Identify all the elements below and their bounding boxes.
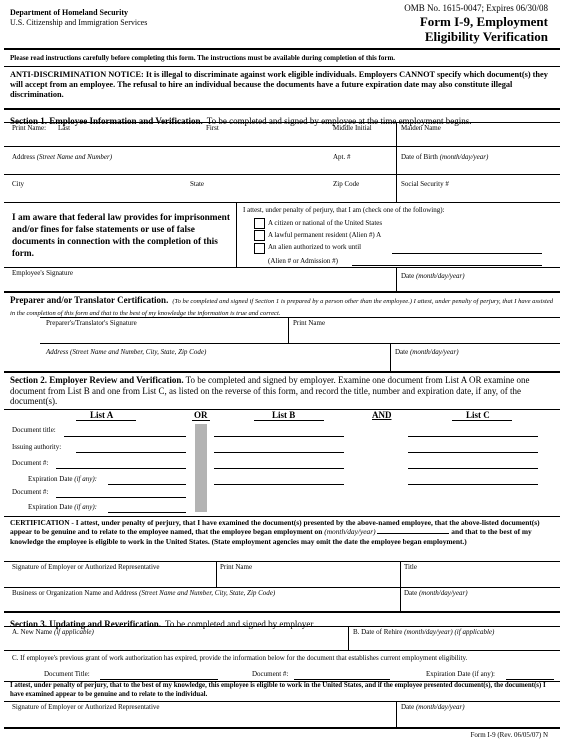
address-label xyxy=(12,153,112,161)
section1-subtitle: To be completed and signed by employee at the time employment begins. xyxy=(206,116,472,126)
date-label-text: Date xyxy=(404,589,418,597)
preparer-header xyxy=(10,294,555,318)
exp-hint: (if any): xyxy=(74,475,98,483)
underline xyxy=(254,420,324,421)
lpr-checkbox[interactable] xyxy=(254,230,265,241)
instructions-note: Please read instructions carefully before completing this form. The instructions must be available during completion of this form. xyxy=(10,54,396,62)
rule xyxy=(4,561,560,562)
form-title-line2: Eligibility Verification xyxy=(424,29,548,44)
business-label-text: Business or Organization Name and Address xyxy=(12,589,138,597)
list-a-expiration-field[interactable] xyxy=(108,484,186,485)
alien-checkbox[interactable] xyxy=(254,243,265,254)
document-title-label: Document title: xyxy=(12,426,56,434)
list-a-document-number-field[interactable] xyxy=(56,468,186,469)
underline xyxy=(192,420,210,421)
section3-subtitle: To be completed and signed by employer. xyxy=(165,619,316,629)
divider xyxy=(390,343,391,371)
section2-header xyxy=(10,375,555,407)
list-a-document-number2-field[interactable] xyxy=(56,497,186,498)
exp-label-text: Expiration Date xyxy=(28,475,73,483)
rule xyxy=(4,146,560,147)
rehire-text: B. Date of Rehire xyxy=(353,628,403,636)
rule xyxy=(4,122,560,123)
rule xyxy=(4,267,560,268)
list-b-header: List B xyxy=(272,410,296,420)
reverify-expiration-field[interactable] xyxy=(506,679,554,680)
reverify-expiration-label: Expiration Date (if any): xyxy=(426,670,496,678)
address-hint: (Street Name and Number) xyxy=(36,153,113,161)
list-b-document-number-field[interactable] xyxy=(214,468,344,469)
alien-until-field[interactable] xyxy=(392,253,542,254)
rule xyxy=(4,516,560,517)
omb-number: OMB No. 1615-0047; Expires 06/30/08 xyxy=(404,3,548,13)
list-c-document-title-field[interactable] xyxy=(408,436,538,437)
date-hint: (month/day/year) xyxy=(415,272,465,280)
certification-text-1: CERTIFICATION - I attest, under penalty of perjury, that I have examined the document(s) presented by the above-named employee, that the above-listed document(s) appear to be genuine and to relate to the employee named, that the employee began employment on xyxy=(10,518,540,537)
form-revision-footer: Form I-9 (Rev. 06/05/07) N xyxy=(470,731,548,739)
last-name-label: Last xyxy=(58,124,71,132)
section3-title: Section 3. Updating and Reverification. xyxy=(10,619,162,629)
preparer-address-label: Address (Street Name and Number, City, State, Zip Code) xyxy=(46,348,207,356)
address-label-text: Address xyxy=(12,153,35,161)
list-c-issuing-field[interactable] xyxy=(408,452,538,453)
employee-signature-label: Employee's Signature xyxy=(12,269,73,277)
list-b-expiration-field[interactable] xyxy=(214,484,344,485)
employee-date-label xyxy=(401,272,465,280)
underline xyxy=(452,420,512,421)
employer-signature-label: Signature of Employer or Authorized Representative xyxy=(12,563,160,571)
section2-title: Section 2. Employer Review and Verification. xyxy=(10,375,184,385)
list-a-issuing-field[interactable] xyxy=(76,452,186,453)
attest-label: I attest, under penalty of perjury, that I am (check one of the following): xyxy=(243,206,445,214)
print-name-label: Print Name: xyxy=(12,124,47,132)
reverification-attestation: I attest, under penalty of perjury, that to the best of my knowledge, this employee is eligible to work in the United States, and if the employee presented document(s), the document(s) I have examined appear to be genuine and to relate to the individual. xyxy=(10,682,546,698)
middle-initial-label: Middle Initial xyxy=(333,124,372,132)
dept-name: Department of Homeland Security xyxy=(10,8,128,17)
document-number2-label: Document #: xyxy=(12,488,49,496)
section1-rule xyxy=(4,108,560,110)
preparer-subtitle: (To be completed and signed if Section 1 is prepared by a person other than the employee.) I attest, under penalty of perjury, that I have assisted in the completion of this form and that to the best of my knowledge the information is true and correct. xyxy=(10,298,554,317)
reverify-doc-number-field[interactable] xyxy=(294,679,390,680)
section-rule xyxy=(4,291,560,293)
certification-text xyxy=(10,518,558,546)
certification-hint: (month/day/year) xyxy=(324,527,376,537)
rule xyxy=(4,587,560,588)
business-hint: (Street Name and Number, City, State, Zip Code) xyxy=(139,589,276,597)
form-title-line1: Form I-9, Employment xyxy=(419,14,548,29)
document-number-label: Document #: xyxy=(12,459,49,467)
alien-number-field[interactable] xyxy=(352,265,542,266)
date-hint: (month/day/year) xyxy=(418,589,468,597)
list-c-expiration-field[interactable] xyxy=(408,484,538,485)
section2-subtitle: To be completed and signed by employer. Examine one document from List A OR examine one document from List B and one from List C, as listed on the reverse of this form, and record the title, number and expiration date, if any, of the document(s). xyxy=(10,375,530,406)
divider xyxy=(400,587,401,611)
divider xyxy=(396,174,397,202)
list-a-expiration2-field[interactable] xyxy=(108,512,186,513)
section1-title: Section 1. Employee Information and Verification. xyxy=(10,116,203,126)
section-rule xyxy=(4,727,560,729)
rule xyxy=(4,650,560,651)
anti-discrimination-notice: ANTI-DISCRIMINATION NOTICE: It is illegal to discriminate against work eligible individuals. Employers CANNOT specify which document(s) they will accept from an employee. The refusal to hire an individual because the documents have a future expiration date may also constitute illegal discrimination. xyxy=(10,70,548,99)
first-name-label: First xyxy=(206,124,219,132)
employer-date-label xyxy=(404,589,468,597)
ssn-label: Social Security # xyxy=(401,180,449,188)
rule xyxy=(4,174,560,175)
divider xyxy=(396,146,397,174)
date-hint: (month/day/year) xyxy=(409,348,459,356)
section-rule xyxy=(4,371,560,373)
and-label: AND xyxy=(372,410,392,420)
or-label: OR xyxy=(194,410,208,420)
list-a-header: List A xyxy=(90,410,114,420)
list-b-issuing-field[interactable] xyxy=(214,452,344,453)
preparer-date-label xyxy=(395,348,459,356)
exp-label-text: Expiration Date xyxy=(28,503,73,511)
preparer-print-name-label: Print Name xyxy=(293,319,326,327)
rule xyxy=(4,66,560,67)
zip-label: Zip Code xyxy=(333,180,360,188)
list-b-document-title-field[interactable] xyxy=(214,436,344,437)
citizen-option-label: A citizen or national of the United States xyxy=(268,219,383,227)
reverify-date-label xyxy=(401,703,465,711)
divider xyxy=(396,267,397,291)
dob-label xyxy=(401,153,488,161)
penalty-warning: I am aware that federal law provides for imprisonment and/or fines for false statements or use of false documents in connection with the completion of this form. xyxy=(12,213,230,259)
rule xyxy=(40,343,560,344)
rule xyxy=(4,202,560,203)
divider xyxy=(396,701,397,727)
alien-number-label: (Alien # or Admission #) xyxy=(268,257,338,265)
or-divider-bar xyxy=(195,424,207,512)
divider xyxy=(236,202,237,267)
state-label: State xyxy=(190,180,204,188)
issuing-authority-label: Issuing authority: xyxy=(12,443,62,451)
preparer-signature-label: Preparer's/Translator's Signature xyxy=(46,319,137,327)
business-address-label xyxy=(12,589,275,597)
list-c-header: List C xyxy=(466,410,490,420)
certification-text-2: and that to the best of my knowledge the employee is eligible to work in the United States. (State employment agencies may omit the date the employee began employment.) xyxy=(10,527,532,546)
rule xyxy=(4,626,560,627)
new-name-text: A. New Name xyxy=(12,628,53,636)
employment-start-date-field[interactable] xyxy=(377,527,449,534)
reverification-instruction: C. If employee's previous grant of work authorization has expired, provide the information below for the document that establishes current employment eligibility. xyxy=(12,654,468,662)
reverify-doc-number-label: Document #: xyxy=(252,670,289,678)
divider xyxy=(348,626,349,650)
divider xyxy=(216,561,217,587)
date-hint: (month/day/year) xyxy=(415,703,465,711)
expiration-date-label xyxy=(28,475,97,483)
section-rule xyxy=(4,611,560,613)
reverify-signature-label: Signature of Employer or Authorized Representative xyxy=(12,703,160,711)
expiration-date2-label xyxy=(28,503,97,511)
list-a-document-title-field[interactable] xyxy=(64,436,186,437)
exp-hint: (if any): xyxy=(74,503,98,511)
date-label-text: Date xyxy=(395,348,409,356)
rule xyxy=(4,701,560,702)
rehire-date-label xyxy=(353,628,494,636)
dob-label-text: Date of Birth xyxy=(401,153,438,161)
apt-label: Apt. # xyxy=(333,153,351,161)
city-label: City xyxy=(12,180,25,188)
agency-name: U.S. Citizenship and Immigration Services xyxy=(10,18,148,27)
rehire-hint: (month/day/year) (if applicable) xyxy=(404,628,495,636)
lpr-option-label: A lawful permanent resident (Alien #) A xyxy=(268,231,382,239)
employer-print-name-label: Print Name xyxy=(220,563,253,571)
divider xyxy=(396,122,397,146)
divider xyxy=(288,317,289,343)
reverify-doc-title-label: Document Title: xyxy=(44,670,90,678)
citizen-checkbox[interactable] xyxy=(254,218,265,229)
header-rule xyxy=(4,48,560,50)
list-c-document-number-field[interactable] xyxy=(408,468,538,469)
rule xyxy=(40,317,560,318)
maiden-name-label: Maiden Name xyxy=(401,124,441,132)
underline xyxy=(76,420,136,421)
new-name-hint: (if applicable) xyxy=(54,628,94,636)
preparer-title: Preparer and/or Translator Certification. xyxy=(10,295,169,305)
dob-hint: (month/day/year) xyxy=(439,153,489,161)
divider xyxy=(400,561,401,587)
reverify-doc-title-field[interactable] xyxy=(100,679,218,680)
employer-title-label: Title xyxy=(404,563,417,571)
date-label-text: Date xyxy=(401,703,415,711)
alien-option-label: An alien authorized to work until xyxy=(268,243,362,251)
date-label-text: Date xyxy=(401,272,415,280)
new-name-label xyxy=(12,628,94,636)
